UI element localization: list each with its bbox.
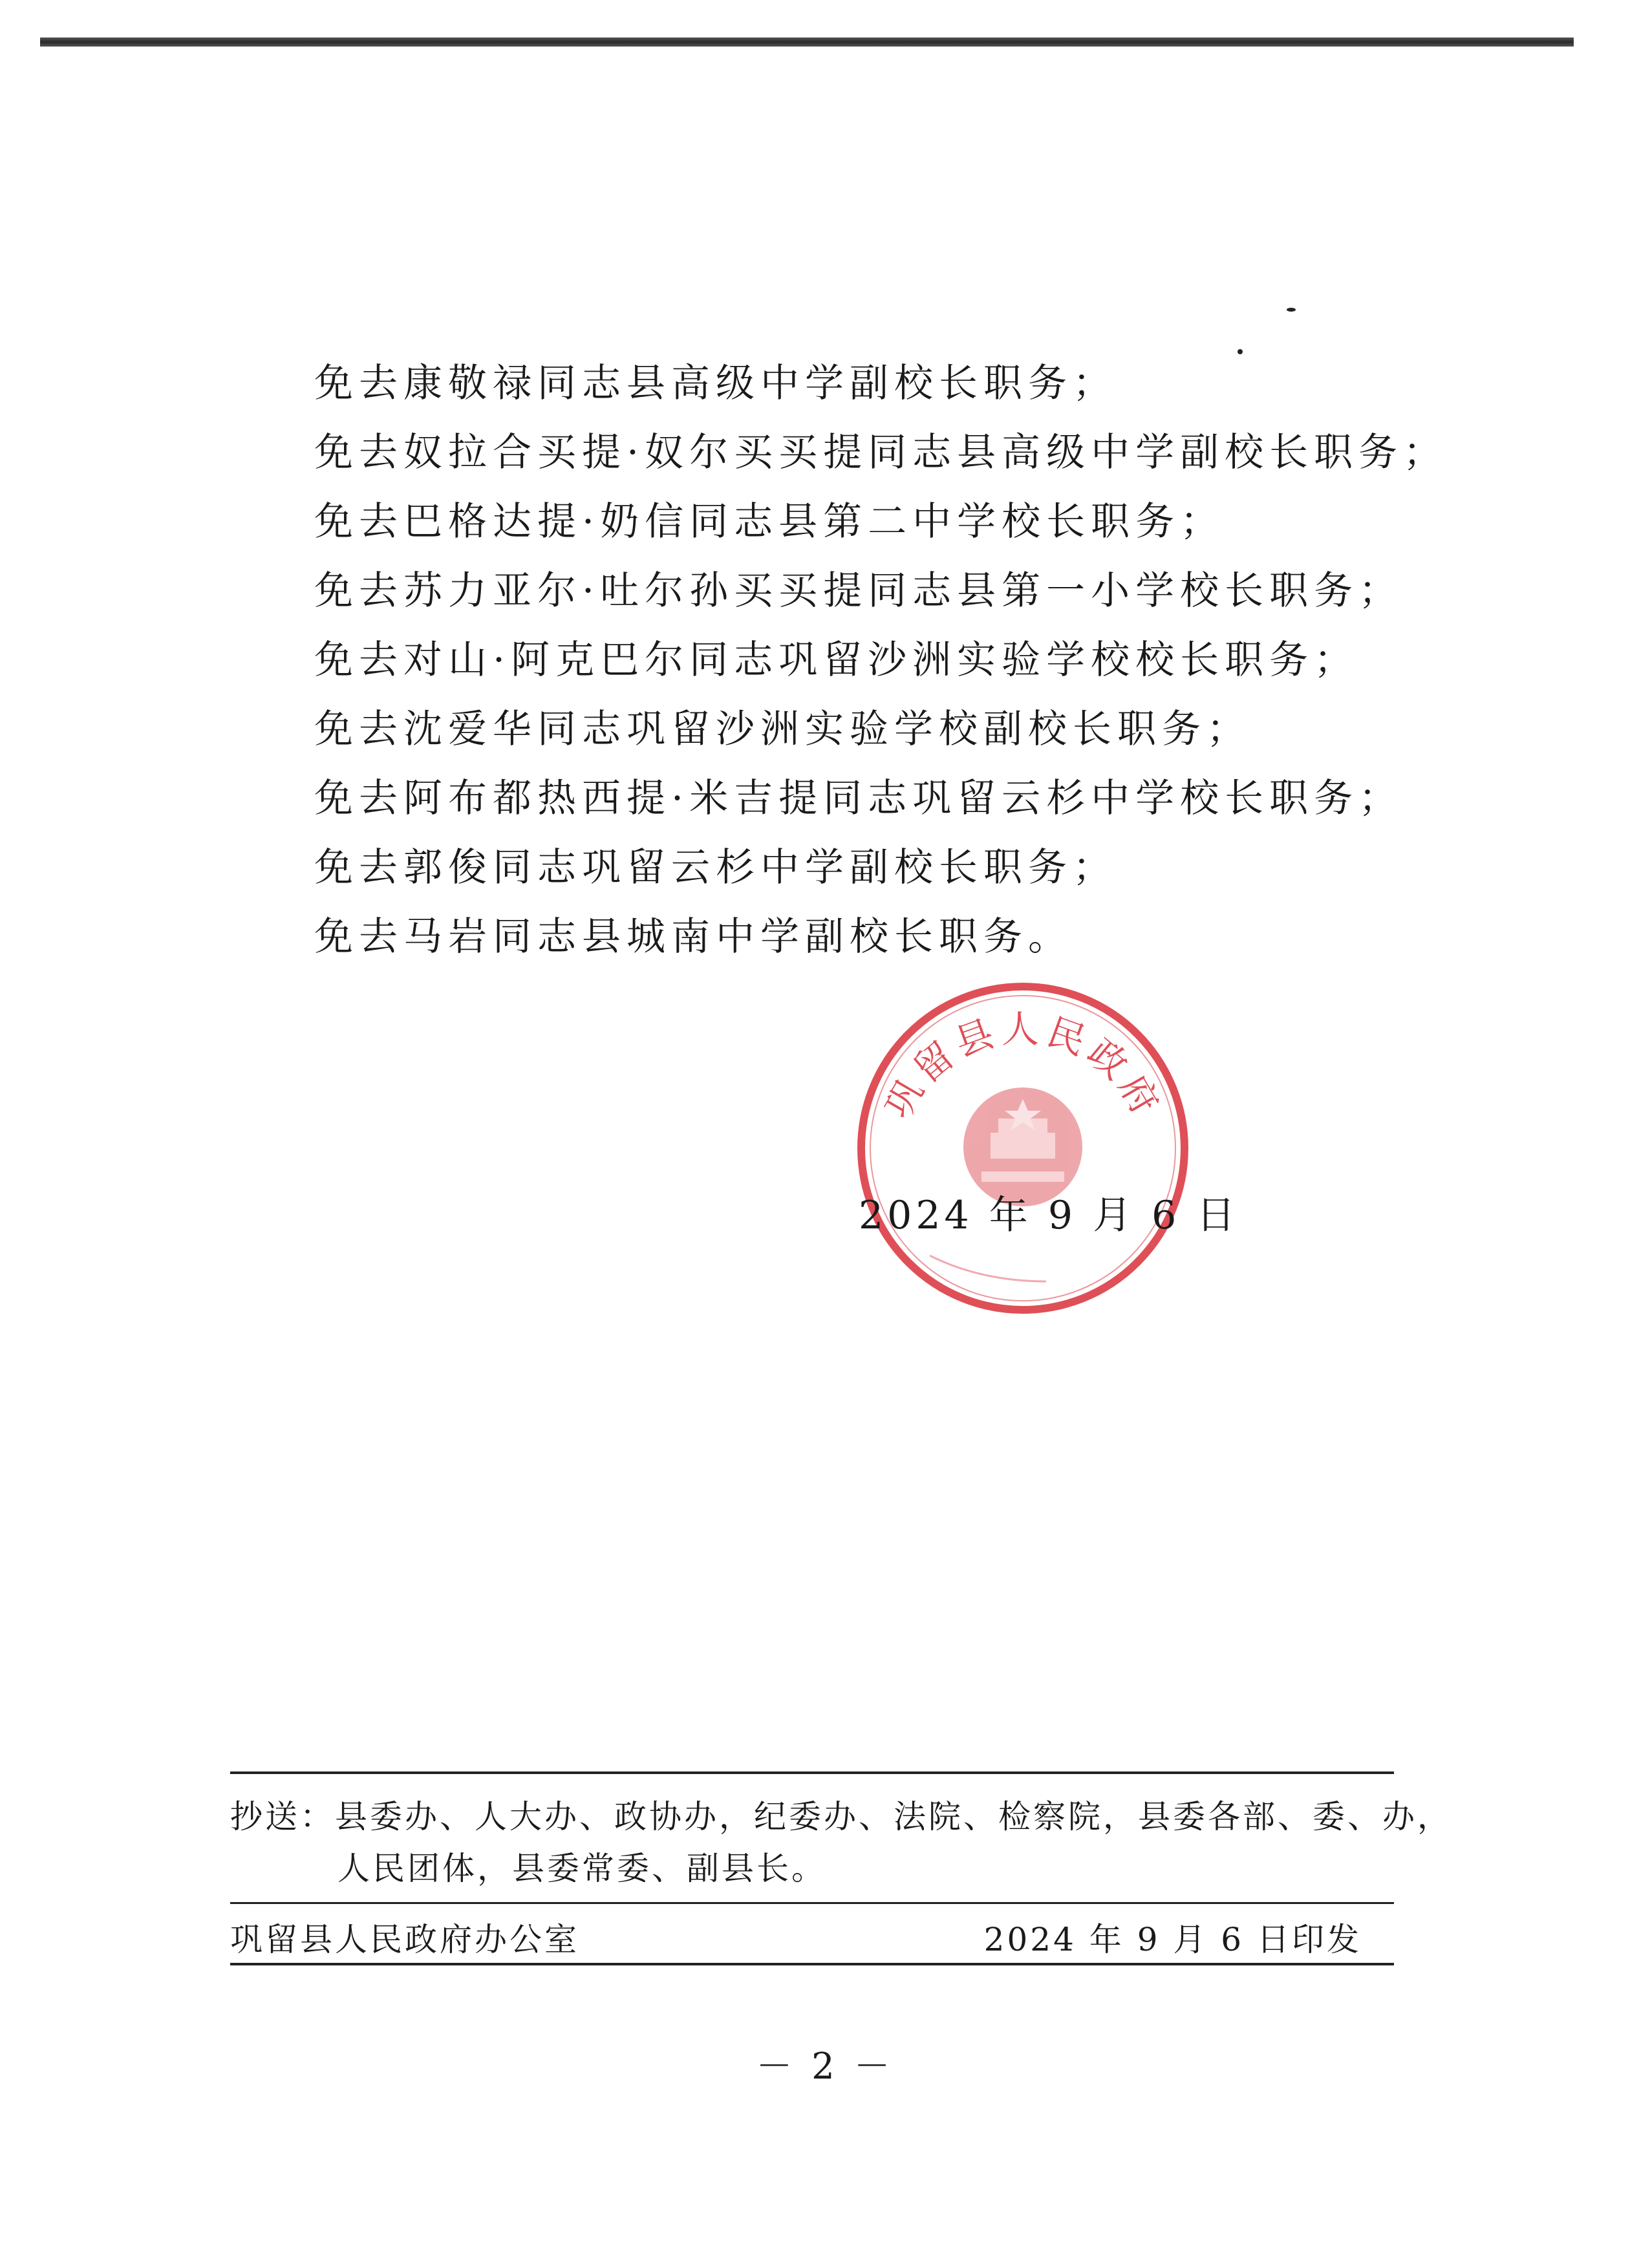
scan-speck xyxy=(1287,308,1296,312)
body-line: 免去郭俊同志巩留云杉中学副校长职务； xyxy=(314,845,1117,890)
cc-top-rule xyxy=(230,1771,1394,1774)
page-number: － 2 － xyxy=(756,2046,894,2088)
body-line: 免去沈爱华同志巩留沙洲实验学校副校长职务； xyxy=(314,707,1251,752)
body-text xyxy=(314,349,1448,972)
body-line: 免去苏力亚尔·吐尔孙买买提同志县第一小学校长职务； xyxy=(314,568,1404,614)
signature-date: 2024 年 9 月 6 日 xyxy=(859,1193,1239,1238)
seal-text: 巩留县人民政府 xyxy=(875,1007,1170,1126)
body-line: 免去对山·阿克巴尔同志巩留沙洲实验学校校长职务； xyxy=(314,637,1359,683)
issuing-office: 巩留县人民政府办公室 xyxy=(230,1921,579,1958)
cc-recipients-line1: 抄送：县委办、人大办、政协办，纪委办、法院、检察院，县委各部、委、办， xyxy=(230,1798,1452,1835)
official-seal xyxy=(852,978,1194,1319)
footer-rule xyxy=(230,1963,1394,1965)
cc-recipients-line2: 人民团体，县委常委、副县长。 xyxy=(338,1850,826,1887)
cc-bottom-rule xyxy=(230,1902,1394,1904)
header-rule xyxy=(40,37,1574,47)
body-line: 免去康敬禄同志县高级中学副校长职务； xyxy=(314,361,1117,406)
issue-date: 2024 年 9 月 6 日印发 xyxy=(983,1921,1362,1958)
body-line: 免去马岩同志县城南中学副校长职务。 xyxy=(314,914,1073,959)
body-line: 免去巴格达提·奶信同志县第二中学校长职务； xyxy=(314,499,1225,544)
body-line: 免去奴拉合买提·奴尔买买提同志县高级中学副校长职务； xyxy=(314,430,1448,475)
body-line: 免去阿布都热西提·米吉提同志巩留云杉中学校长职务； xyxy=(314,776,1404,821)
